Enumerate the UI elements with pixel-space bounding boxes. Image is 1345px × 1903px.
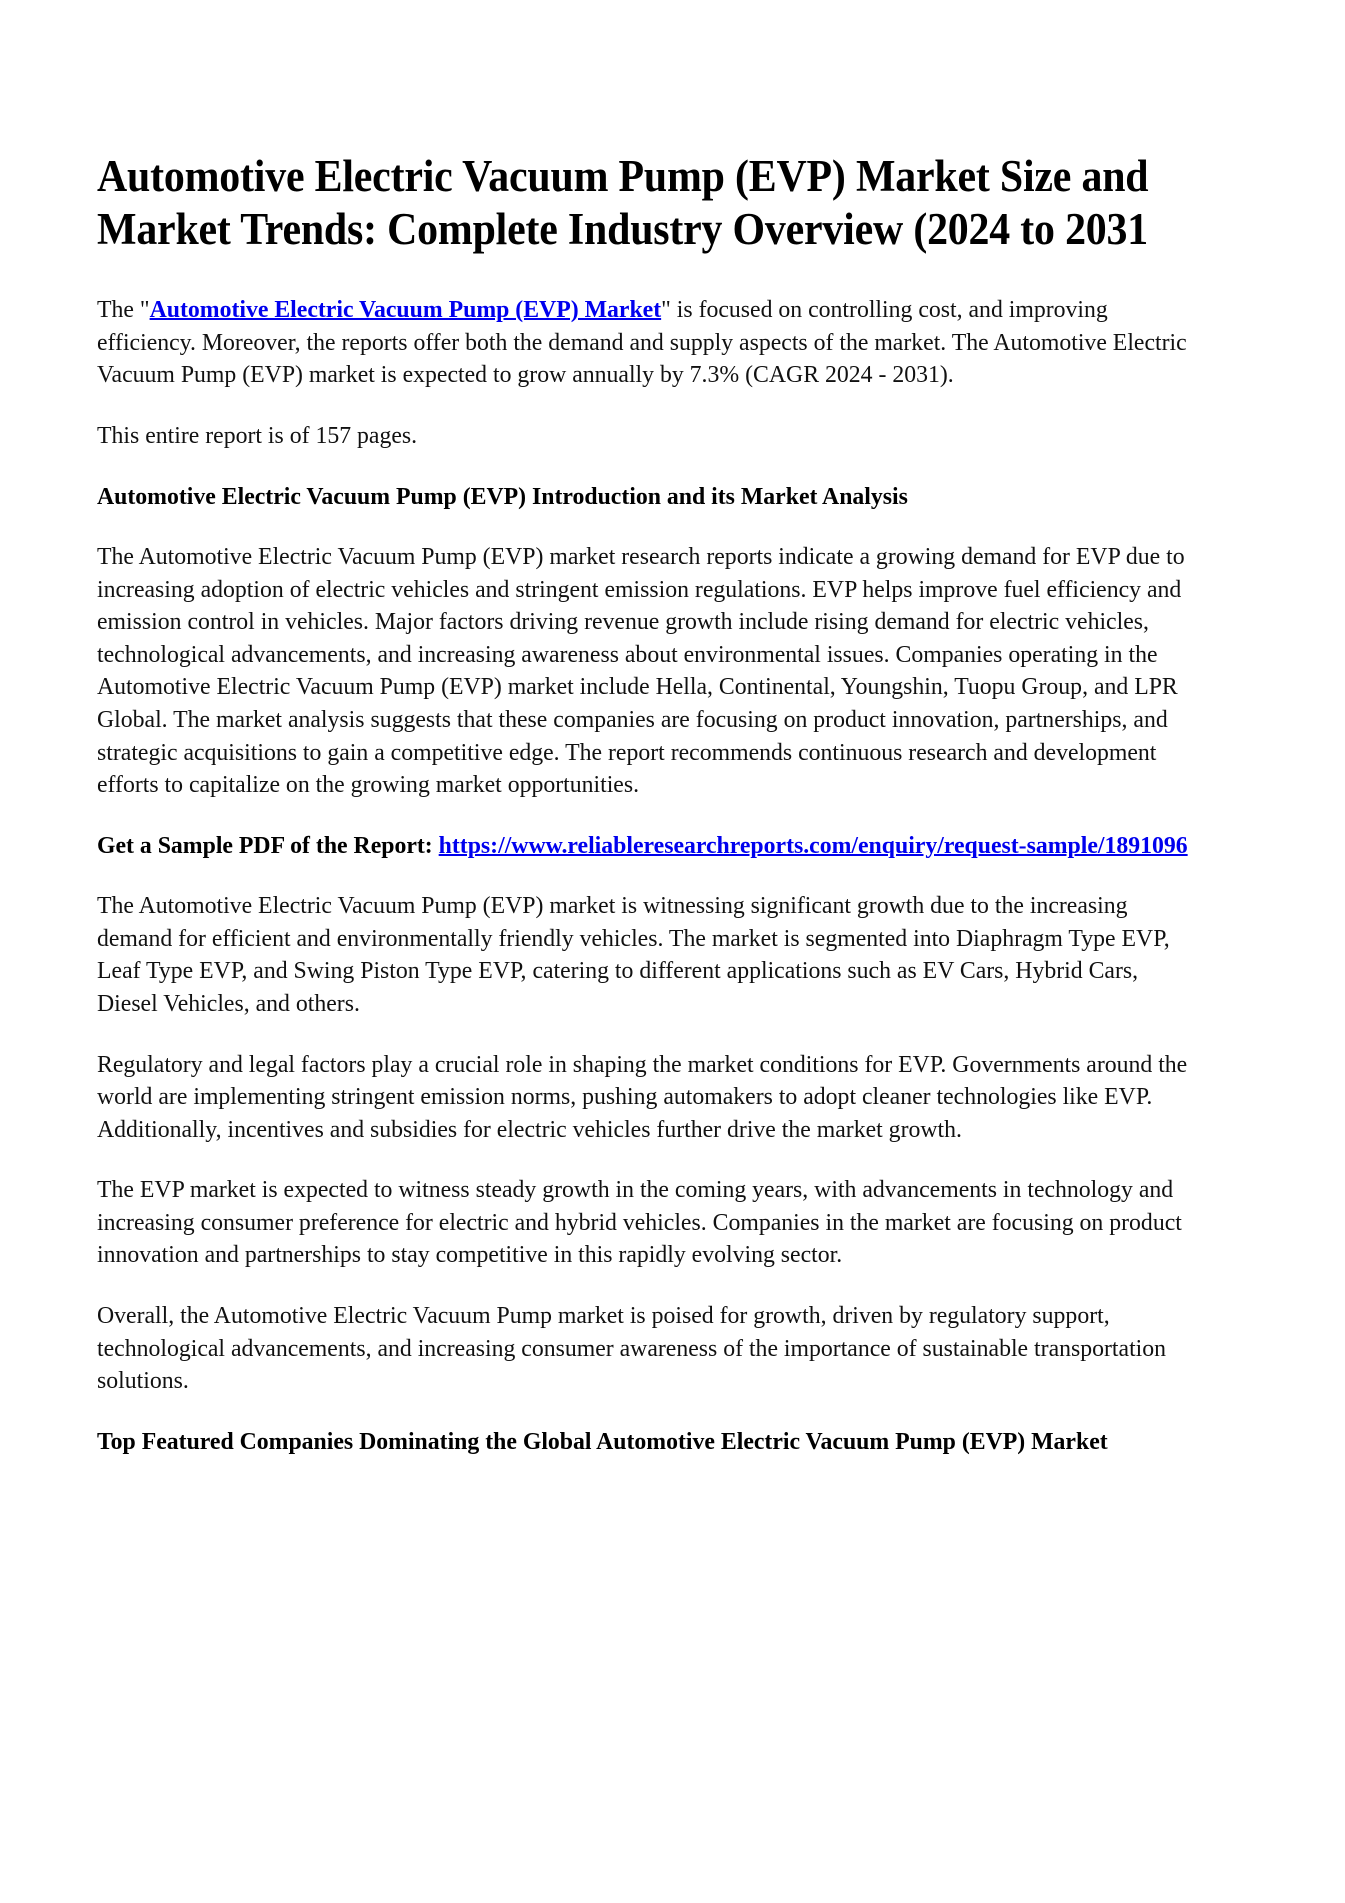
page-count-line: This entire report is of 157 pages.: [97, 421, 418, 449]
sample-pdf-link[interactable]: https://www.reliableresearchreports.com/enquiry/request-sample/1891096: [438, 831, 1188, 859]
sample-pdf-line: [97, 830, 1191, 863]
paragraph-steady-growth: The EVP market is expected to witness steady growth in the coming years, with advancements in technology and increasing consumer preference for electric and hybrid vehicles. Companies in the market are focusing on product innovation and partnerships to stay competitive in this rapidly evolving sector.: [97, 1176, 1182, 1269]
heading-top-featured-companies: Top Featured Companies Dominating the Global Automotive Electric Vacuum Pump (EVP) Market: [97, 1427, 1108, 1455]
heading-introduction-and-analysis: Automotive Electric Vacuum Pump (EVP) Introduction and its Market Analysis: [97, 482, 908, 510]
market-report-link[interactable]: Automotive Electric Vacuum Pump (EVP) Market: [149, 296, 662, 324]
paragraph-regulatory: Regulatory and legal factors play a crucial role in shaping the market conditions for EVP. Governments around the world are implementing stringent emission norms, pushing automakers to adopt cleaner technologies like EVP. Additionally, incentives and subsidies for electric vehicles further drive the market growth.: [97, 1050, 1188, 1143]
page-title: Automotive Electric Vacuum Pump (EVP) Market Size and Market Trends: Complete Industry Overview (2024 to 2031: [97, 151, 1149, 255]
intro-text-before-link: The ": [97, 296, 150, 324]
paragraph-segmentation: The Automotive Electric Vacuum Pump (EVP) market is witnessing significant growth due to the increasing demand for efficient and environmentally friendly vehicles. The market is segmented into Diaphragm Type EVP, Leaf Type EVP, and Swing Piston Type EVP, catering to different applications such as EV Cars, Hybrid Cars, Diesel Vehicles, and others.: [97, 892, 1170, 1018]
paragraph-market-research: The Automotive Electric Vacuum Pump (EVP) market research reports indicate a growing demand for EVP due to increasing adoption of electric vehicles and stringent emission regulations. EVP helps improve fuel efficiency and emission control in vehicles. Major factors driving revenue growth include rising demand for electric vehicles, technological advancements, and increasing awareness about environmental issues. Companies operating in the Automotive Electric Vacuum Pump (EVP) market include Hella, Continental, Youngshin, Tuopu Group, and LPR Global. The market analysis suggests that these companies are focusing on product innovation, partnerships, and strategic acquisitions to gain a competitive edge. The report recommends continuous research and development efforts to capitalize on the growing market opportunities.: [97, 543, 1185, 799]
paragraph-overall: Overall, the Automotive Electric Vacuum Pump market is poised for growth, driven by regulatory support, technological advancements, and increasing consumer awareness of the importance of sustainable transportation solutions.: [97, 1302, 1167, 1395]
intro-text-after-link: " is focused on controlling cost, and improving efficiency. Moreover, the reports offer both the demand and supply aspects of the market. The Automotive Electric Vacuum Pump (EVP) market is expected to grow annually by 7.3% (CAGR 2024 - 2031).: [97, 296, 1187, 389]
sample-pdf-label: Get a Sample PDF of the Report:: [97, 831, 439, 859]
intro-paragraph: [97, 294, 1191, 392]
